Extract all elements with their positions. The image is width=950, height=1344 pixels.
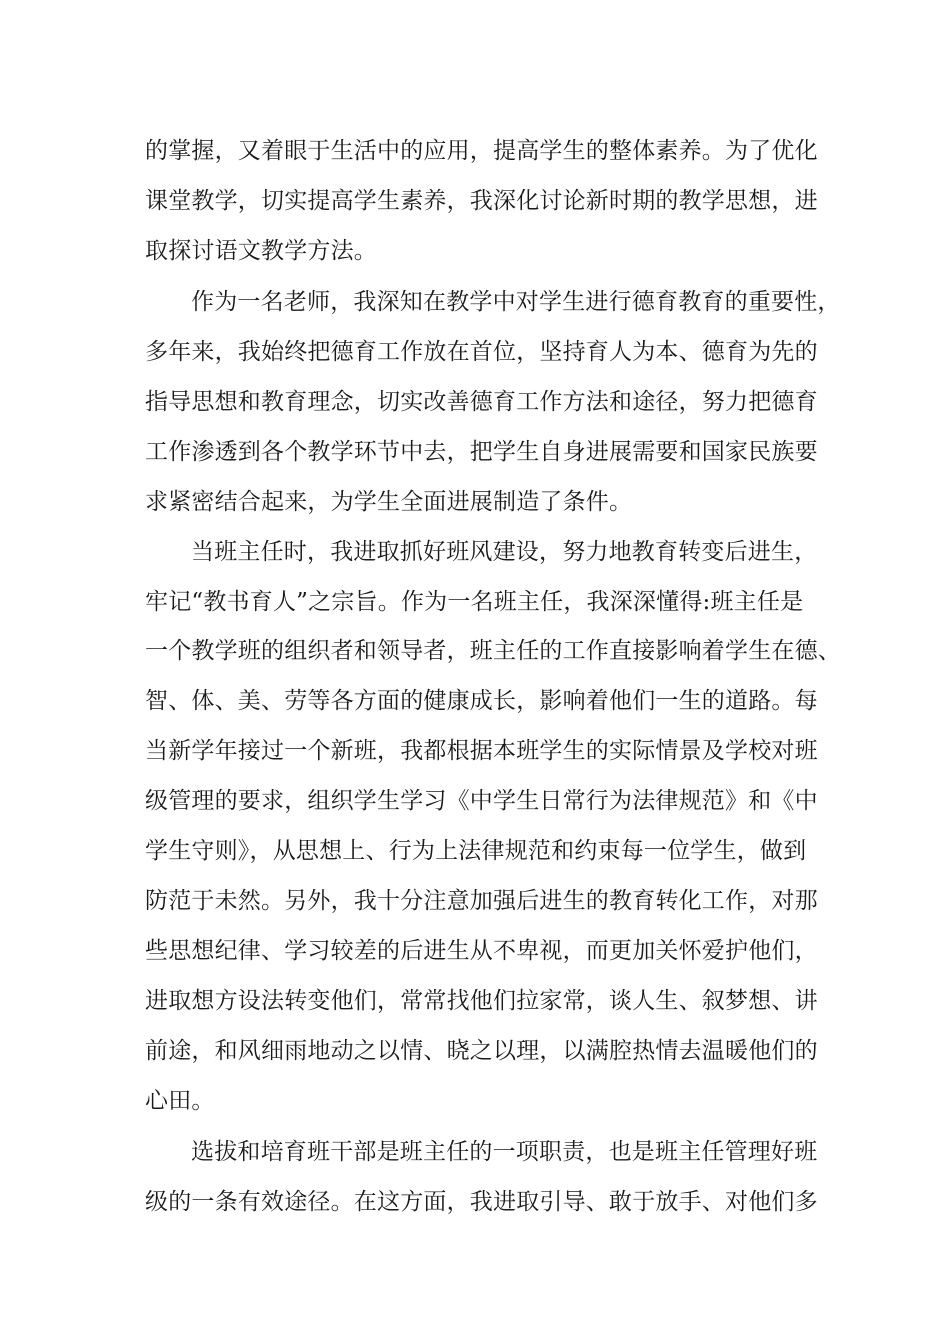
text-line: 作为一名老师，我深知在教学中对学生进行德育教育的重要性，	[191, 289, 841, 315]
text-line: 当新学年接过一个新班，我都根据本班学生的实际情景及学校对班	[145, 738, 818, 764]
text-line: 求紧密结合起来，为学生全面进展制造了条件。	[145, 489, 633, 515]
text-line: 的掌握，又着眼于生活中的应用，提高学生的整体素养。为了优化	[145, 138, 818, 164]
text-line: 一个教学班的组织者和领导者，班主任的工作直接影响着学生在德、	[145, 638, 841, 664]
text-line: 课堂教学，切实提高学生素养，我深化讨论新时期的教学思想，进	[145, 188, 818, 214]
text-line: 智、体、美、劳等各方面的健康成长，影响着他们一生的道路。每	[145, 688, 818, 714]
text-line: 当班主任时，我进取抓好班风建设，努力地教育转变后进生，	[191, 539, 818, 565]
text-line: 取探讨语文教学方法。	[145, 238, 377, 264]
text-line: 进取想方设法转变他们，常常找他们拉家常，谈人生、叙梦想、讲	[145, 988, 818, 1014]
text-line: 些思想纪律、学习较差的后进生从不卑视，而更加关怀爱护他们，	[145, 938, 818, 964]
text-line: 选拔和培育班干部是班主任的一项职责，也是班主任管理好班	[191, 1139, 818, 1165]
text-line: 多年来，我始终把德育工作放在首位，坚持育人为本、德育为先的	[145, 339, 818, 365]
text-line: 牢记“教书育人”之宗旨。作为一名班主任，我深深懂得:班主任是	[145, 589, 804, 615]
text-line: 防范于未然。另外，我十分注意加强后进生的教育转化工作，对那	[145, 888, 818, 914]
text-line: 心田。	[145, 1088, 215, 1114]
text-line: 指导思想和教育理念，切实改善德育工作方法和途径，努力把德育	[145, 389, 818, 415]
text-line: 级管理的要求，组织学生学习《中学生日常行为法律规范》和《中	[145, 788, 818, 814]
text-line: 学生守则》，从思想上、行为上法律规范和约束每一位学生，做到	[145, 838, 807, 864]
text-line: 工作渗透到各个教学环节中去，把学生自身进展需要和国家民族要	[145, 439, 818, 465]
text-line: 前途，和风细雨地动之以情、晓之以理，以满腔热情去温暖他们的	[145, 1038, 818, 1064]
text-line: 级的一条有效途径。在这方面，我进取引导、敢于放手、对他们多	[145, 1189, 818, 1215]
